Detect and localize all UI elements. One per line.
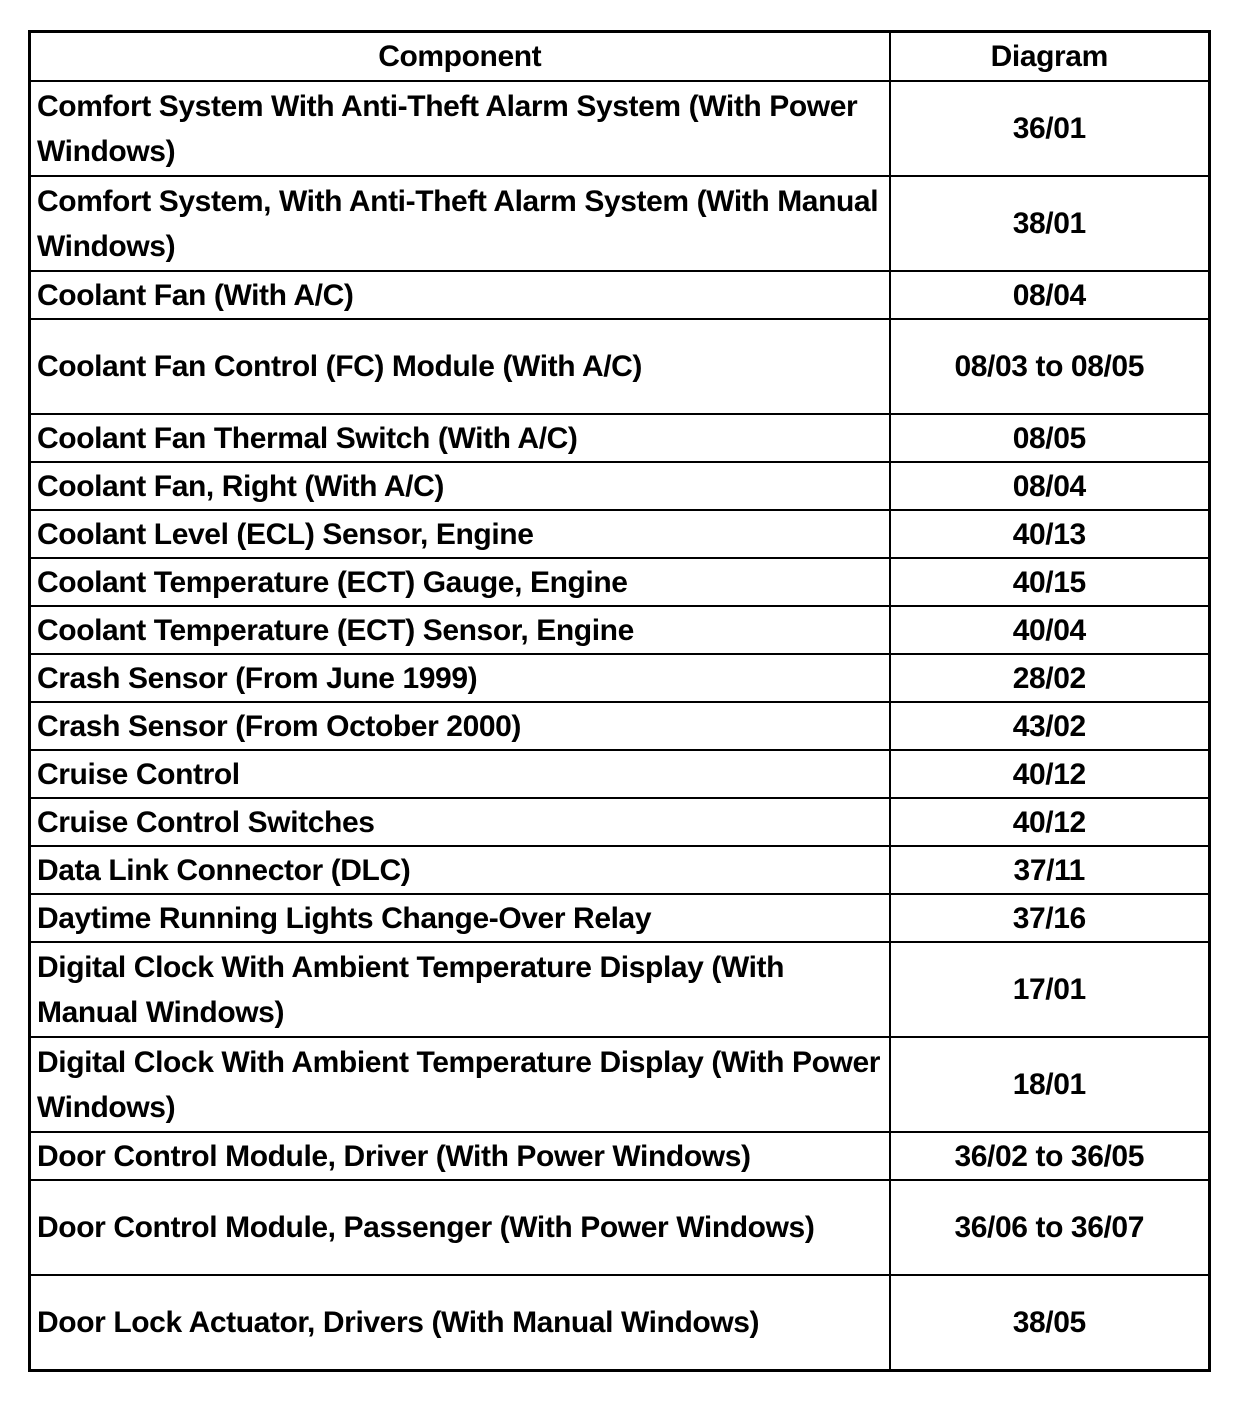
table-row	[30, 271, 1210, 319]
table-row	[30, 462, 1210, 510]
component-cell: Door Control Module, Driver (With Power Windows)	[30, 1132, 890, 1180]
component-cell: Daytime Running Lights Change-Over Relay	[30, 894, 890, 942]
diagram-cell: 36/06 to 36/07	[890, 1180, 1210, 1275]
table-row	[30, 1275, 1210, 1371]
diagram-cell: 37/11	[890, 846, 1210, 894]
diagram-cell: 17/01	[890, 942, 1210, 1037]
diagram-cell: 28/02	[890, 654, 1210, 702]
diagram-cell: 40/15	[890, 558, 1210, 606]
diagram-cell: 38/05	[890, 1275, 1210, 1371]
diagram-cell: 36/01	[890, 81, 1210, 176]
table-header-row	[30, 32, 1210, 82]
component-cell: Coolant Fan Control (FC) Module (With A/C)	[30, 319, 890, 414]
component-cell: Digital Clock With Ambient Temperature Display (With Power Windows)	[30, 1037, 890, 1132]
component-cell: Data Link Connector (DLC)	[30, 846, 890, 894]
component-cell: Crash Sensor (From June 1999)	[30, 654, 890, 702]
component-diagram-table-container	[28, 30, 1208, 1372]
diagram-column-header: Diagram	[890, 32, 1210, 82]
table-row	[30, 1037, 1210, 1132]
table-body	[30, 81, 1210, 1371]
diagram-cell: 40/12	[890, 798, 1210, 846]
component-cell: Cruise Control	[30, 750, 890, 798]
component-cell: Coolant Fan (With A/C)	[30, 271, 890, 319]
component-cell: Coolant Fan Thermal Switch (With A/C)	[30, 414, 890, 462]
component-column-header: Component	[30, 32, 890, 82]
table-row	[30, 319, 1210, 414]
table-row	[30, 798, 1210, 846]
table-row	[30, 1180, 1210, 1275]
diagram-cell: 40/13	[890, 510, 1210, 558]
table-row	[30, 176, 1210, 271]
table-row	[30, 846, 1210, 894]
component-cell: Comfort System With Anti-Theft Alarm System (With Power Windows)	[30, 81, 890, 176]
diagram-cell: 36/02 to 36/05	[890, 1132, 1210, 1180]
component-cell: Coolant Level (ECL) Sensor, Engine	[30, 510, 890, 558]
table-row	[30, 894, 1210, 942]
component-cell: Coolant Temperature (ECT) Sensor, Engine	[30, 606, 890, 654]
table-row	[30, 702, 1210, 750]
table-row	[30, 558, 1210, 606]
diagram-cell: 38/01	[890, 176, 1210, 271]
diagram-cell: 08/05	[890, 414, 1210, 462]
component-cell: Door Control Module, Passenger (With Power Windows)	[30, 1180, 890, 1275]
component-cell: Coolant Temperature (ECT) Gauge, Engine	[30, 558, 890, 606]
diagram-cell: 40/04	[890, 606, 1210, 654]
diagram-cell: 37/16	[890, 894, 1210, 942]
diagram-cell: 18/01	[890, 1037, 1210, 1132]
diagram-cell: 08/03 to 08/05	[890, 319, 1210, 414]
table-row	[30, 81, 1210, 176]
component-cell: Coolant Fan, Right (With A/C)	[30, 462, 890, 510]
table-row	[30, 942, 1210, 1037]
component-cell: Cruise Control Switches	[30, 798, 890, 846]
table-row	[30, 1132, 1210, 1180]
table-row	[30, 654, 1210, 702]
component-cell: Door Lock Actuator, Drivers (With Manual Windows)	[30, 1275, 890, 1371]
diagram-cell: 08/04	[890, 462, 1210, 510]
diagram-cell: 08/04	[890, 271, 1210, 319]
diagram-cell: 40/12	[890, 750, 1210, 798]
table-row	[30, 510, 1210, 558]
component-cell: Crash Sensor (From October 2000)	[30, 702, 890, 750]
component-diagram-table	[28, 30, 1211, 1372]
component-cell: Comfort System, With Anti-Theft Alarm System (With Manual Windows)	[30, 176, 890, 271]
table-row	[30, 414, 1210, 462]
diagram-cell: 43/02	[890, 702, 1210, 750]
table-row	[30, 750, 1210, 798]
table-row	[30, 606, 1210, 654]
component-cell: Digital Clock With Ambient Temperature Display (With Manual Windows)	[30, 942, 890, 1037]
